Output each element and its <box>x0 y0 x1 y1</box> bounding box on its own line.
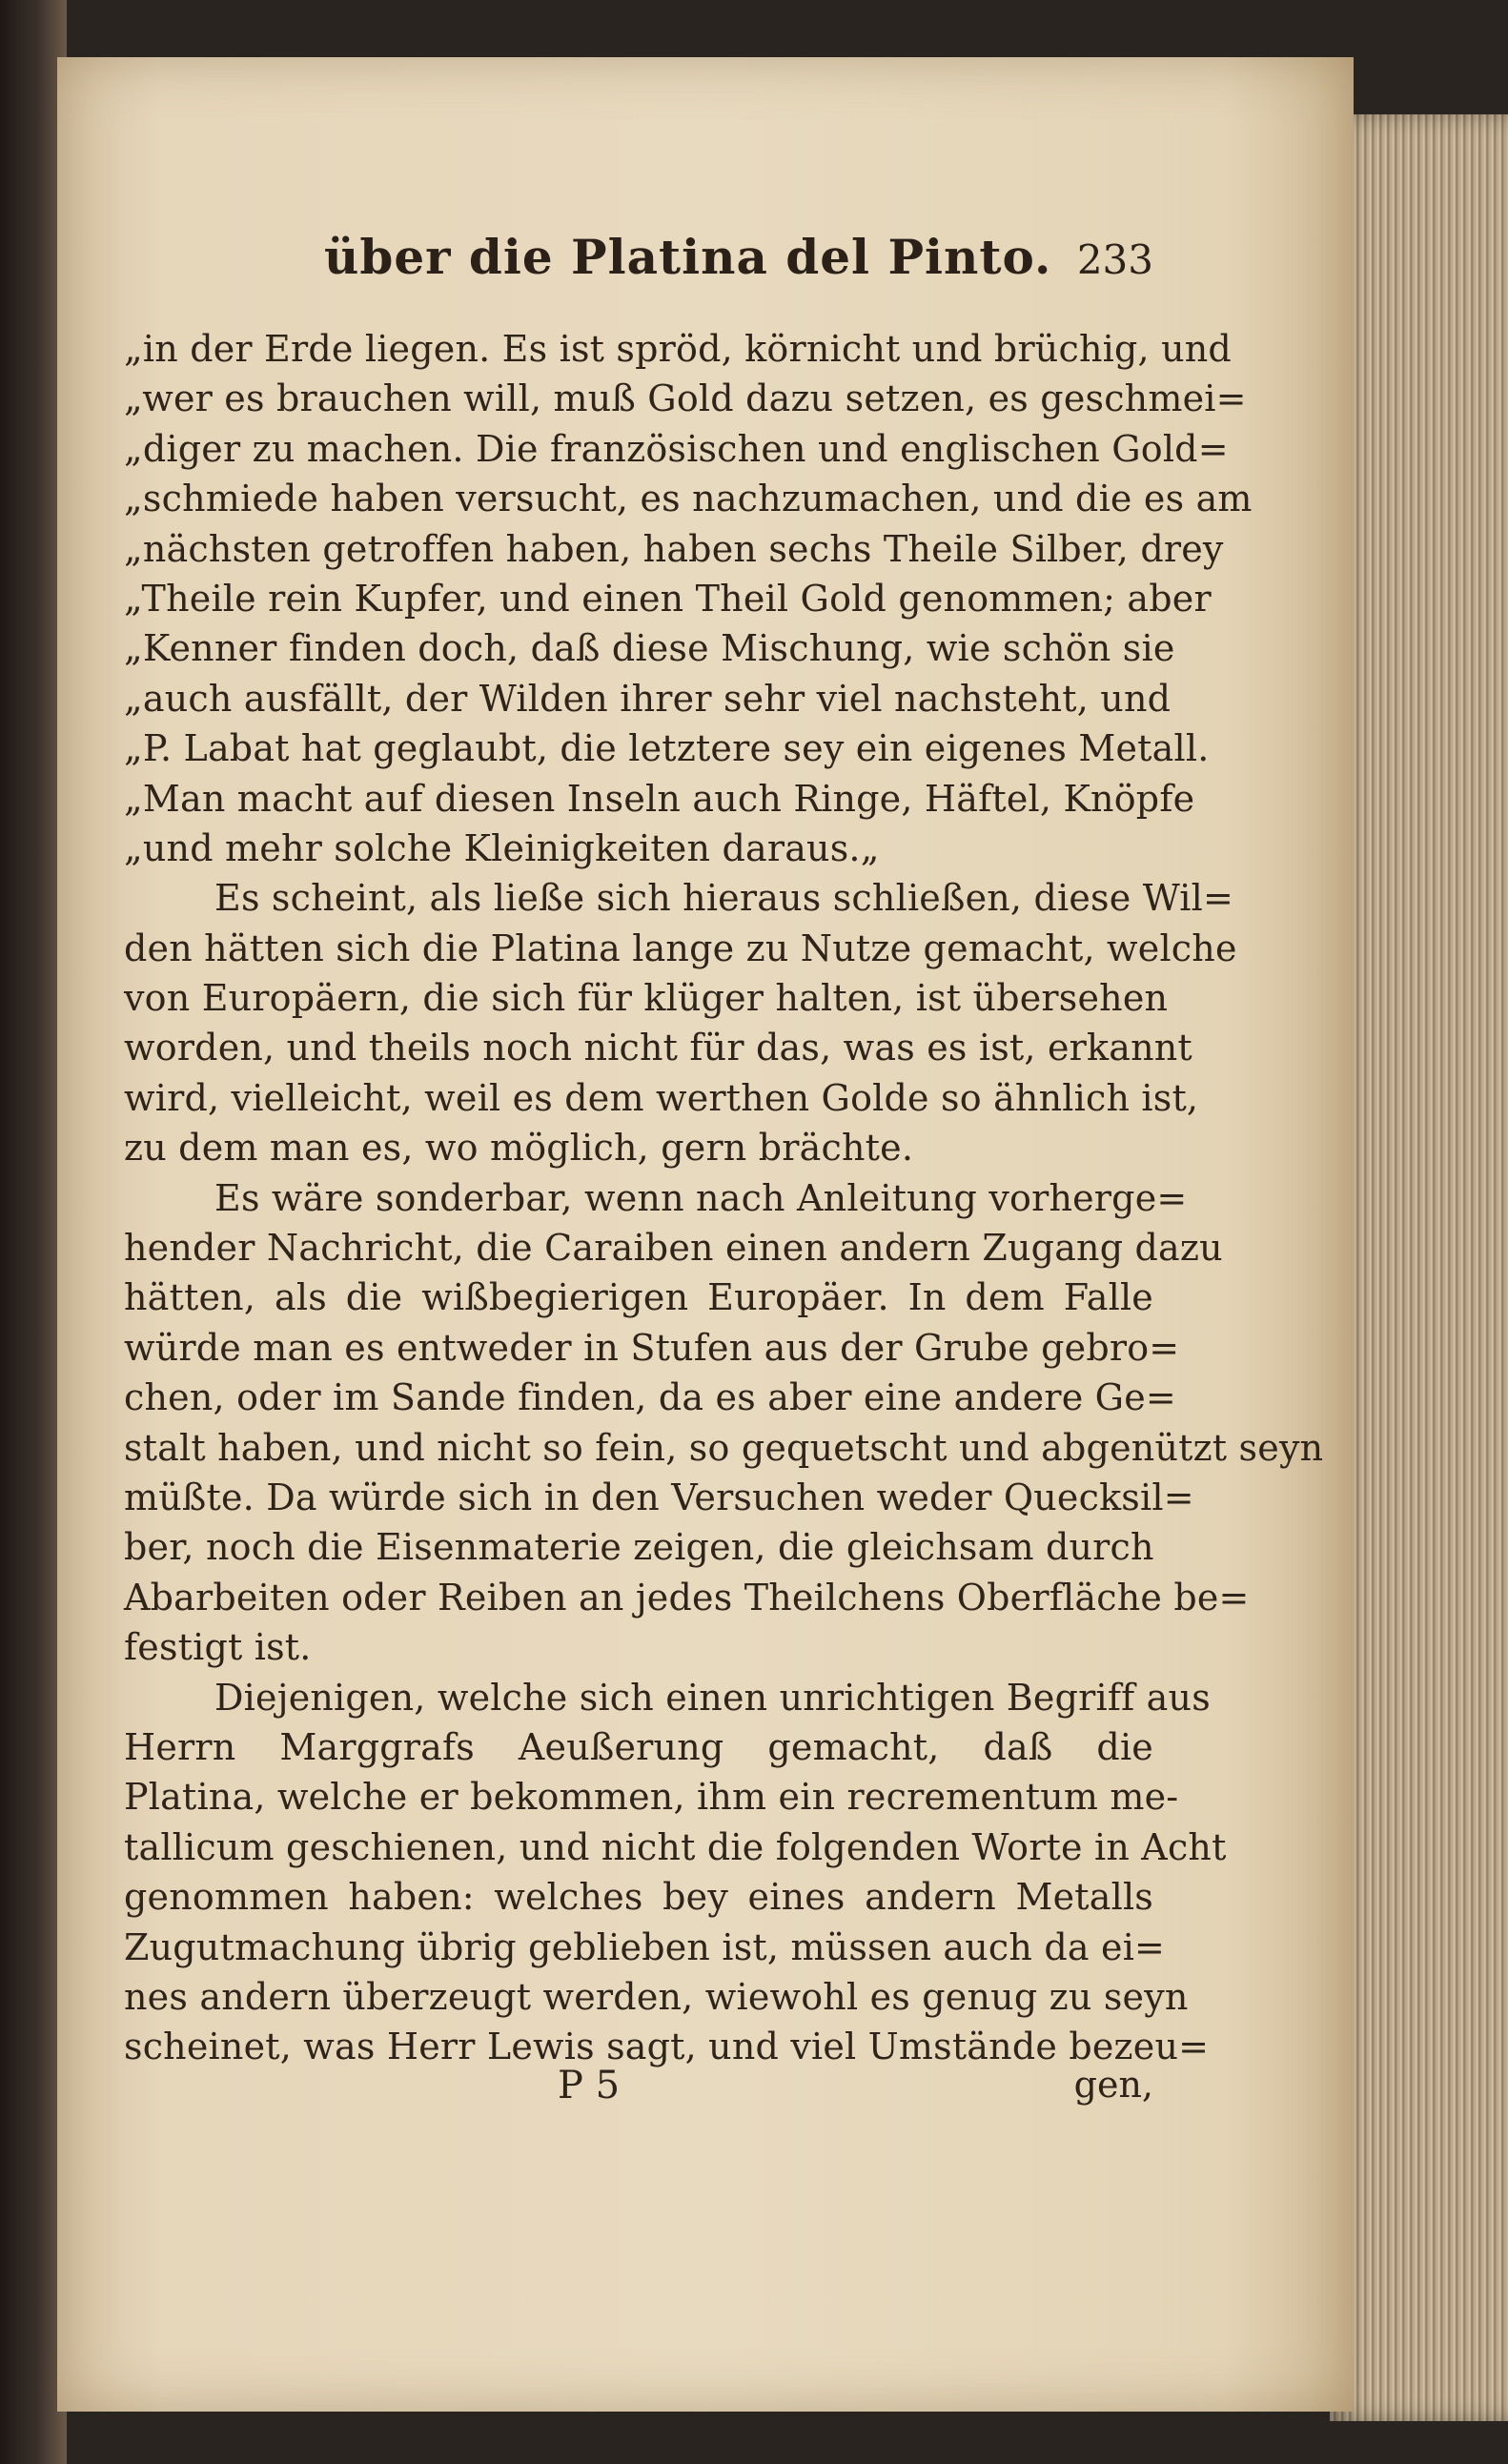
text-line: wird, vielleicht, weil es dem werthen Golde so ähnlich ist, <box>124 1076 1199 1119</box>
text-line: festigt ist. <box>124 1626 312 1669</box>
text-line: nes andern überzeugt werden, wiewohl es genug zu seyn <box>124 1975 1189 2018</box>
text-line: würde man es entweder in Stufen aus der Grube gebro= <box>124 1326 1180 1369</box>
text-line: „P. Labat hat geglaubt, die letztere sey ein eigenes Metall. <box>124 727 1210 770</box>
text-line: worden, und theils noch nicht für das, was es ist, erkannt <box>124 1027 1192 1069</box>
text-line: Herrn Marggrafs Aeußerung gemacht, daß die <box>124 1725 1153 1768</box>
text-line: Abarbeiten oder Reiben an jedes Theilchens Oberfläche be= <box>124 1576 1250 1619</box>
text-line: „schmiede haben versucht, es nachzumachen, und die es am <box>124 478 1253 520</box>
text-line: „Theile rein Kupfer, und einen Theil Gold genommen; aber <box>124 577 1212 620</box>
text-line: müßte. Da würde sich in den Versuchen weder Quecksil= <box>124 1476 1194 1518</box>
text-line: chen, oder im Sande finden, da es aber eine andere Ge= <box>124 1376 1176 1419</box>
paragraph-start-line: Es wäre sonderbar, wenn nach Anleitung vorherge= <box>214 1176 1188 1219</box>
text-line: genommen haben: welches bey eines andern Metalls <box>124 1876 1153 1919</box>
text-line: zu dem man es, wo möglich, gern brächte. <box>124 1127 914 1170</box>
page-number: 233 <box>1076 236 1153 283</box>
paragraph-start-line: Es scheint, als ließe sich hieraus schließen, diese Wil= <box>214 877 1234 920</box>
text-line: den hätten sich die Platina lange zu Nutze gemacht, welche <box>124 927 1237 969</box>
page-footer <box>124 2064 1153 2121</box>
catchword: gen, <box>1073 2064 1153 2106</box>
text-line: „Kenner finden doch, daß diese Mischung, wie schön sie <box>124 627 1175 670</box>
text-line: „wer es brauchen will, muß Gold dazu setzen, es geschmei= <box>124 377 1247 420</box>
text-line: Platina, welche er bekommen, ihm ein recrementum me- <box>124 1776 1179 1819</box>
text-line: tallicum geschienen, und nicht die folgenden Worte in Acht <box>124 1825 1227 1868</box>
page-header <box>324 229 1153 295</box>
text-line: stalt haben, und nicht so fein, so gequetscht und abgenützt seyn <box>124 1426 1324 1469</box>
text-line: hätten, als die wißbegierigen Europäer. In dem Falle <box>124 1276 1153 1319</box>
text-line: „nächsten getroffen haben, haben sechs Theile Silber, drey <box>124 527 1224 570</box>
text-line: ber, noch die Eisenmaterie zeigen, die gleichsam durch <box>124 1526 1154 1569</box>
text-line: von Europäern, die sich für klüger halten, ist übersehen <box>124 977 1169 1020</box>
text-line: „und mehr solche Kleinigkeiten daraus.„ <box>124 826 880 869</box>
text-line: hender Nachricht, die Caraiben einen andern Zugang dazu <box>124 1227 1223 1270</box>
text-line: scheinet, was Herr Lewis sagt, und viel Umstände bezeu= <box>124 2026 1210 2068</box>
running-head: über die Platina del Pinto. <box>324 229 1052 285</box>
text-line: Zugutmachung übrig geblieben ist, müssen auch da ei= <box>124 1925 1166 1968</box>
page-edges <box>1330 114 1508 2421</box>
text-line: „diger zu machen. Die französischen und englischen Gold= <box>124 427 1229 470</box>
text-line: „Man macht auf diesen Inseln auch Ringe, Häftel, Knöpfe <box>124 777 1195 820</box>
text-line: „in der Erde liegen. Es ist spröd, körnicht und brüchig, und <box>124 328 1232 370</box>
text-line: „auch ausfällt, der Wilden ihrer sehr viel nachsteht, und <box>124 677 1172 720</box>
signature-mark: P 5 <box>558 2064 621 2108</box>
paragraph-start-line: Diejenigen, welche sich einen unrichtigen Begriff aus <box>214 1676 1211 1719</box>
body-text <box>124 324 1324 2072</box>
